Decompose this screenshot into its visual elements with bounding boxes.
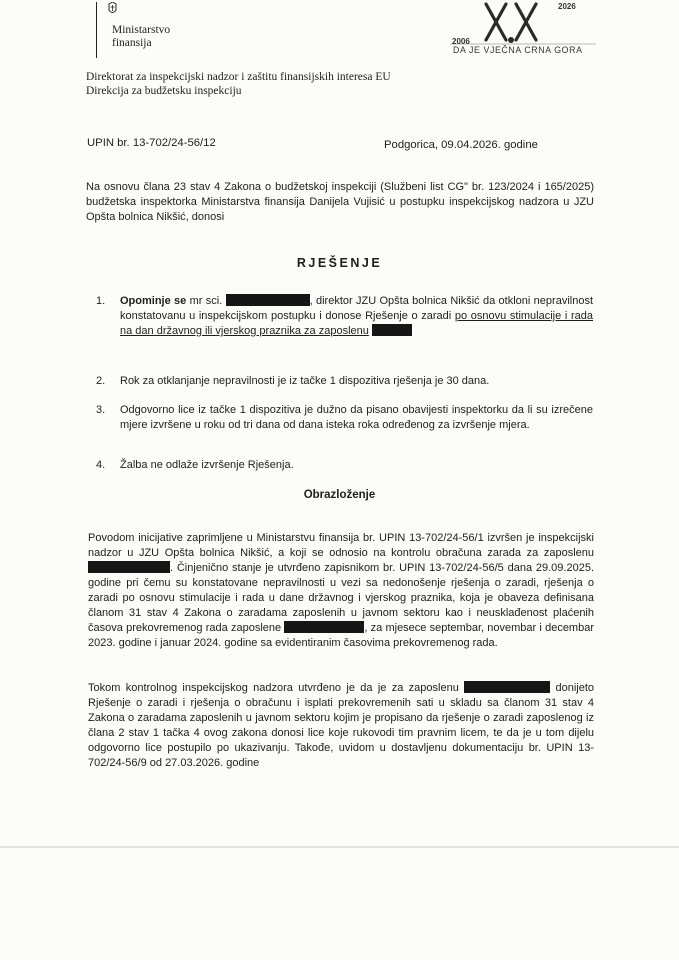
place-and-date: Podgorica, 09.04.2026. godine [384, 139, 538, 151]
item-text: Žalba ne odlaže izvršenje Rješenja. [120, 459, 294, 471]
item-text: Rok za otklanjanje nepravilnosti je iz tačke 1 dispozitiva rješenja je 30 dana. [120, 375, 490, 387]
item-text: Odgovorno lice iz tačke 1 dispozitiva je dužno da pisano obavijesti inspektorku da li su izrečene mjere izvršene u roku od tri dana od dana isteka roka određenog za izvršenje mjera. [120, 404, 593, 431]
ministry-line-1: Ministarstvo [112, 24, 171, 36]
reasoning-text: Tokom kontrolnog inspekcijskog nadzora utvrđeno je da je za zaposlenu [88, 682, 465, 694]
reasoning-text: donijeto Rješenje o zaradi i rješenja o obračunu i isplati prekovremenih sati u skladu sa članom 31 stav 4 Zakona o zaradama zaposlenih u javnom sektoru kojim je propisano da rješenje o zaradi zaposlenog iz člana 2 stav 1 tačka 4 ovog zakona donosi lice koje rukovodi tim pravnim licem, te da je u tom dijelu odgovorno lice postupilo po ukazivanju. Takođe, uvidom u dostavljenu dokumentaciju br. UPIN 13-702/24-56/9 od 27.03.2026. godine [88, 682, 594, 769]
redacted-name [284, 621, 364, 633]
item-text-b: , direktor JZU Opšta bolnica Nikšić da otkloni nepravilnost konstatovanu u inspekcijskom postupku i donose Rješenje o zaradi [120, 295, 593, 322]
item-number: 2. [96, 375, 106, 387]
ministry-name [112, 24, 170, 50]
reasoning-paragraph-1 [88, 531, 594, 651]
redacted-name [464, 681, 550, 693]
crest-divider [96, 2, 107, 58]
ministry-line-2: finansija [112, 37, 152, 49]
item-text [120, 294, 593, 339]
redacted-name [88, 561, 170, 573]
item-number: 3. [96, 404, 106, 416]
reasoning-title: Obrazloženje [303, 489, 376, 501]
directorate-line-2: Direkcija za budžetsku inspekciju [86, 85, 242, 97]
decision-item-1 [96, 294, 593, 356]
reasoning-text: Povodom inicijative zaprimljene u Ministarstvu finansija br. UPIN 13-702/24-56/1 izvršen je inspekcijski nadzor u JZU Opšta bolnica Nikšić, a koji se odnosio na kontrolu obračuna zarada za zaposlenu [88, 532, 594, 559]
item-bold-lead: Opominje se [120, 295, 187, 307]
item-text-a: mr sci. [186, 295, 226, 307]
logo-motto: DA JE VJEČNA CRNA GORA [453, 45, 583, 55]
reasoning-text: , za mjesece septembar, novembar i decembar 2023. godine i januar 2024. godine sa evidentiranim časovima prekovremenog rada. [88, 622, 594, 649]
item-text-underlined: po osnovu stimulacije i rada na dan državnog ili vjerskog praznika za zaposlenu [120, 310, 593, 337]
reasoning-paragraph-2 [88, 681, 594, 771]
logo-year-right: 2026 [558, 2, 576, 11]
redacted-name [372, 324, 412, 336]
legal-basis-paragraph: Na osnovu člana 23 stav 4 Zakona o budžetskoj inspekciji (Službeni list CG" br. 123/2024 i 165/2025) budžetska inspektorka Ministarstva finansija Danijela Vujisić u postupku inspekcijskog nadzora u JZU Opšta bolnica Nikšić, donosi [86, 181, 594, 223]
directorate-block [86, 70, 391, 98]
decision-title: RJEŠENJE [296, 256, 383, 270]
case-reference-number: UPIN br. 13-702/24-56/12 [87, 137, 216, 149]
state-crest-icon [108, 2, 117, 15]
item-number: 4. [96, 459, 106, 471]
directorate-line-1: Direktorat za inspekcijski nadzor i zaštitu finansijskih interesa EU [86, 71, 391, 83]
page-fold-line [0, 846, 679, 848]
logo-year-left: 2006 [452, 37, 470, 46]
reasoning-text: . Činjenično stanje je utvrđeno zapisnikom br. UPIN 13-702/24-56/5 dana 29.09.2025. godine pri čemu su konstatovane nepravilnosti u vezi sa nedonošenje rješenja o zaradi, rješenja o zaradi po osnovu stimulacije i rada u dane državnog i vjerskog praznika, koja je obaveza definisana članom 31 stav 4 Zakona o zaradama zaposlenih u javnom sektoru kao i neusklađenost plaćenih časova prekovremenog rada zaposlene [88, 562, 594, 634]
redacted-name [226, 294, 310, 306]
item-number: 1. [96, 295, 106, 307]
